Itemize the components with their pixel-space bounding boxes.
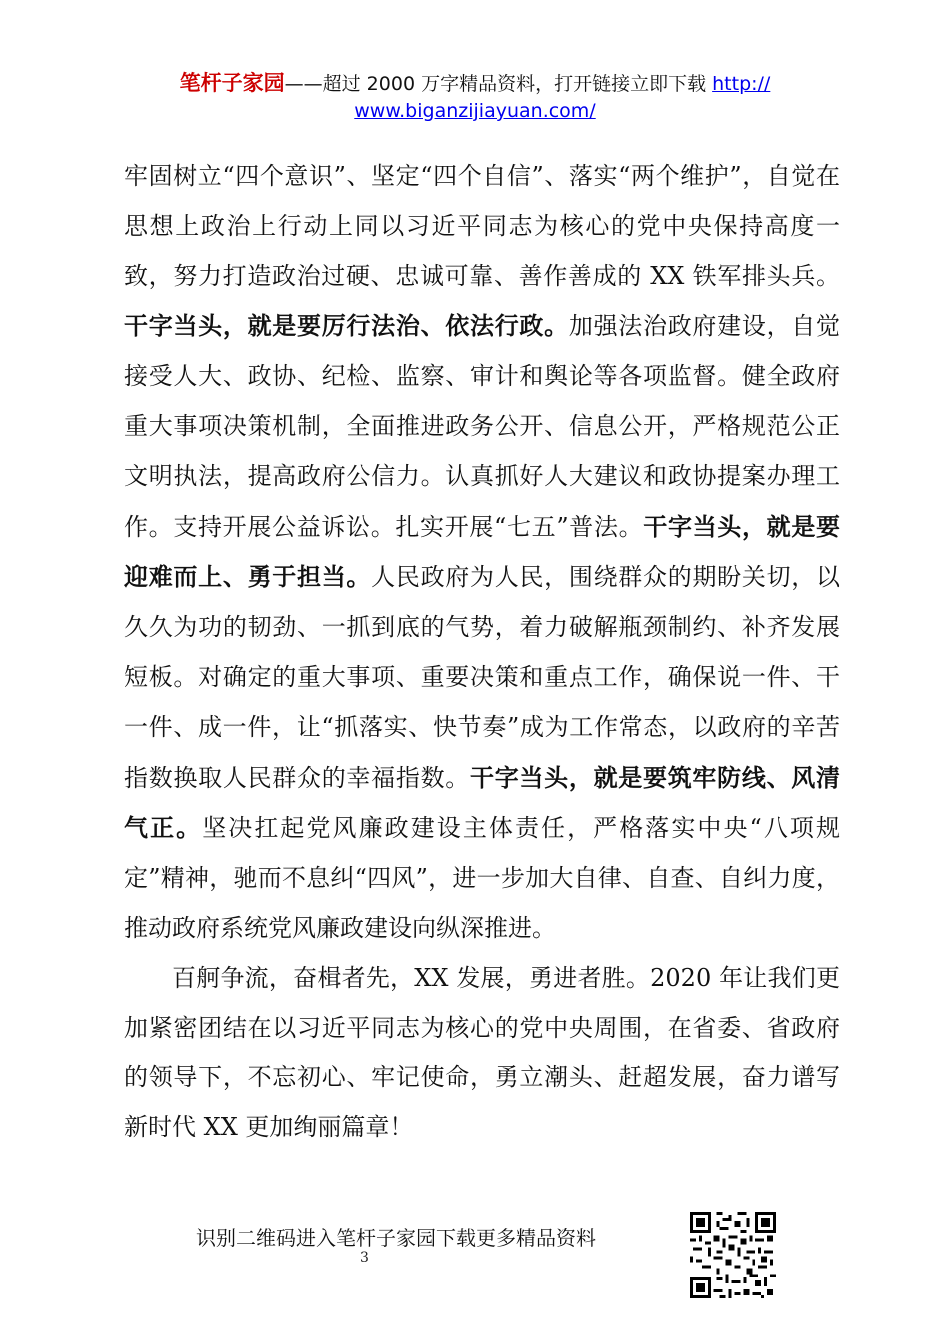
paragraph-2: 百舸争流，奋楫者先，XX 发展，勇进者胜。2020 年让我们更加紧密团结在以习近平同志为核心的党中央周围，在省委、省政府的领导下，不忘初心、牢记使命，勇立潮头、赶超发展，奋力谱写新时代 XX 更加绚丽篇章！ <box>124 963 840 1142</box>
paragraph-1 <box>124 152 840 954</box>
p1-bold-3: 干字当头，就是要筑牢防线、风清气正。 <box>124 762 840 843</box>
header-tagline: ——超过 2000 万字精品资料，打开链接立即下载 <box>284 73 713 95</box>
brand-name: 笔杆子家园 <box>179 71 285 95</box>
p1-text-3: 人民政府为人民，围绕群众的期盼关切，以久久为功的韧劲、一抓到底的气势，着力破解瓶颈制约、补齐发展短板。对确定的重大事项、重要决策和重点工作，确保说一件、干一件、成一件，让“抓落实、快节奏”成为工作常态，以政府的辛苦指数换取人民群众的幸福指数。 <box>124 563 841 792</box>
page-header <box>0 70 950 125</box>
qr-code-icon[interactable] <box>690 1212 776 1298</box>
p1-text-1: 牢固树立“四个意识”、坚定“四个自信”、落实“两个维护”，自觉在思想上政治上行动上同以习近平同志为核心的党中央保持高度一致，努力打造政治过硬、忠诚可靠、善作善成的 XX 铁军排头兵。 <box>124 162 840 290</box>
p1-text-2: 加强法治政府建设，自觉接受人大、政协、纪检、监察、审计和舆论等各项监督。健全政府重大事项决策机制，全面推进政务公开、信息公开，严格规范公正文明执法，提高政府公信力。认真抓好人大建议和政协提案办理工作。支持开展公益诉讼。扎实开展“七五”普法。 <box>124 312 841 541</box>
website-link-part2[interactable]: www.biganzijiayuan.com/ <box>354 100 596 122</box>
page-number: 3 <box>360 1250 369 1266</box>
p1-bold-1: 干字当头，就是要厉行法治、依法行政。 <box>124 311 569 341</box>
website-link-part1[interactable]: http:// <box>712 73 771 95</box>
p1-bold-2: 干字当头，就是要迎难而上、勇于担当。 <box>124 511 840 592</box>
main-body <box>124 152 840 1153</box>
p1-text-4: 坚决扛起党风廉政建设主体责任，严格落实中央“八项规定”精神，驰而不息纠“四风”，进一步加大自律、自查、自纠力度，推动政府系统党风廉政建设向纵深推进。 <box>124 814 840 942</box>
footer-promo-text: 识别二维码进入笔杆子家园下载更多精品资料 <box>196 1226 596 1250</box>
